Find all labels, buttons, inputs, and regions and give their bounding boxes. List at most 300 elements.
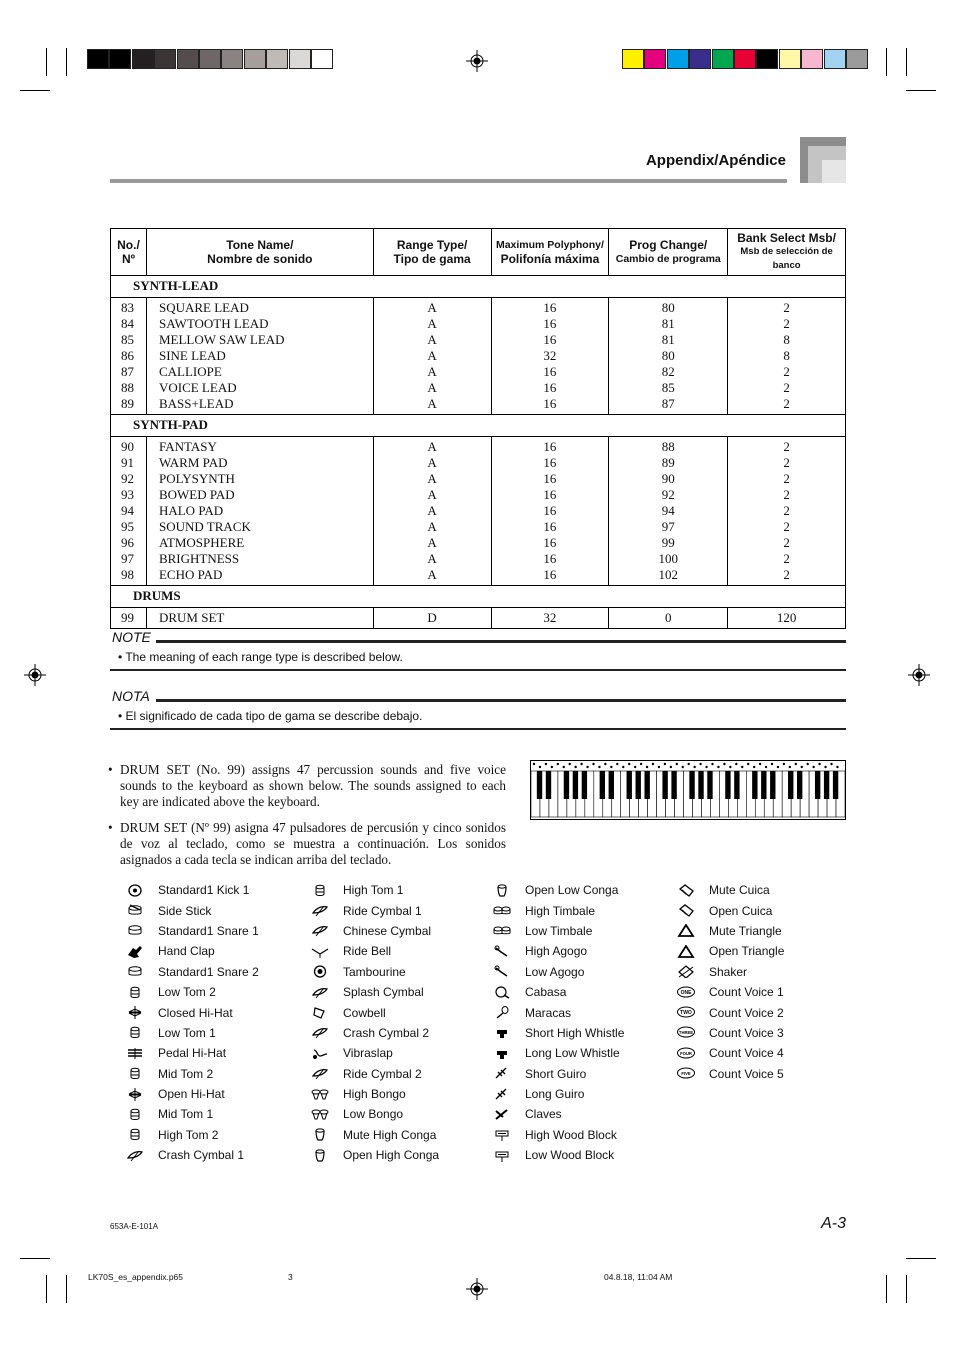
- cell-bank-select: 2: [783, 551, 790, 566]
- key-sound-marker: [693, 766, 695, 768]
- nota-text: • El significado de cada tipo de gama se describe debajo.: [118, 709, 423, 723]
- bongo-icon: [309, 1087, 331, 1101]
- conga-icon: [309, 1128, 331, 1142]
- legend-label: Count Voice 1: [709, 985, 784, 1000]
- nota-rule: [156, 699, 846, 702]
- key-sound-marker: [824, 766, 826, 768]
- black-key: [573, 771, 578, 799]
- cymbal-icon: [309, 904, 331, 918]
- legend-label: Maracas: [525, 1005, 572, 1020]
- legend-label: Low Bongo: [343, 1107, 404, 1122]
- gray-swatch: [244, 49, 266, 69]
- legend-item: [309, 941, 439, 961]
- cell-tone-name: BASS+LEAD: [158, 396, 234, 411]
- cell-range-type-column: [373, 608, 491, 629]
- key-sound-marker: [783, 763, 785, 765]
- cell-polyphony: 16: [543, 332, 557, 347]
- legend-item: [124, 1023, 259, 1043]
- cell-range-type: A: [427, 364, 437, 379]
- cell-prog-change: 0: [665, 610, 672, 625]
- key-sound-marker: [640, 763, 642, 765]
- crop-mark: [886, 1275, 887, 1303]
- cell-tone-name: SAWTOOTH LEAD: [158, 316, 269, 331]
- cell-no-column: [111, 298, 147, 415]
- footer-page: 3: [288, 1272, 293, 1282]
- cell-tone-name: SINE LEAD: [158, 348, 226, 363]
- cell-bank-select: 2: [783, 455, 790, 470]
- legend-label: Tambourine: [343, 964, 406, 979]
- legend-label: Standard1 Kick 1: [158, 883, 250, 898]
- legend-label: Open Cuica: [709, 903, 773, 918]
- footer-file: LK70S_es_appendix.p65: [88, 1272, 183, 1282]
- legend-item: [491, 982, 624, 1002]
- gray-swatch: [87, 49, 109, 69]
- registration-mark-icon: [24, 664, 46, 686]
- key-sound-marker: [598, 766, 600, 768]
- cell-no: 97: [121, 551, 134, 566]
- count-voice-icon: [675, 1046, 697, 1060]
- legend-item: [124, 1002, 259, 1022]
- note-rule: [156, 640, 846, 643]
- count-voice-badge: TWO: [680, 1010, 692, 1017]
- cell-no: 92: [121, 471, 134, 486]
- gray-swatch: [177, 49, 199, 69]
- cell-polyphony: 16: [543, 503, 557, 518]
- nota-label: NOTA: [112, 688, 150, 704]
- black-key: [537, 771, 542, 799]
- black-key: [689, 771, 694, 799]
- cell-tone-name: CALLIOPE: [158, 364, 222, 379]
- cell-polyphony-column: [491, 437, 609, 586]
- key-sound-marker: [569, 763, 571, 765]
- group-body-row: [111, 608, 846, 629]
- tom-drum-icon: [124, 1026, 146, 1040]
- cell-bank-select: 2: [783, 503, 790, 518]
- cymbal-icon: [309, 1026, 331, 1040]
- footer-date: 04.8.18, 11:04 AM: [604, 1272, 673, 1282]
- legend-item: [491, 1145, 624, 1165]
- cell-prog-change: 80: [661, 300, 675, 315]
- key-sound-marker: [610, 766, 612, 768]
- note-divider: [110, 669, 846, 671]
- crop-mark: [66, 1275, 67, 1303]
- claves-icon: [491, 1107, 513, 1121]
- key-sound-marker: [688, 763, 690, 765]
- legend-column: [124, 880, 259, 1165]
- cell-tone-name: BOWED PAD: [158, 487, 235, 502]
- color-swatch: [801, 49, 823, 69]
- key-sound-marker: [830, 763, 832, 765]
- legend-item: [309, 1084, 439, 1104]
- legend-item: [491, 1043, 624, 1063]
- black-key: [734, 771, 739, 799]
- legend-label: Side Stick: [158, 903, 212, 918]
- legend-label: High Bongo: [343, 1087, 406, 1102]
- key-sound-marker: [812, 766, 814, 768]
- tom-drum-icon: [124, 1128, 146, 1142]
- drum-set-paragraph-en: • DRUM SET (No. 99) assigns 47 percussion sounds and five voice sounds to the keyboard as shown below. The sounds assigned to each key are indicated above the keyboard.: [108, 762, 506, 809]
- tom-drum-icon: [309, 883, 331, 897]
- legend-label: Hand Clap: [158, 944, 215, 959]
- group-title: SYNTH-LEAD: [111, 276, 846, 298]
- cell-range-type: A: [427, 348, 437, 363]
- key-sound-marker: [551, 766, 553, 768]
- cell-bank-select: 2: [783, 519, 790, 534]
- legend-item: [309, 921, 439, 941]
- crop-mark: [46, 1275, 47, 1303]
- black-key: [600, 771, 605, 799]
- legend-label: Mute Triangle: [709, 923, 782, 938]
- registration-mark-icon: [466, 1278, 488, 1300]
- vibraslap-icon: [309, 1046, 331, 1060]
- crop-mark: [20, 1258, 50, 1259]
- cymbal-icon: [309, 1067, 331, 1081]
- group-header-row: [111, 415, 846, 437]
- color-swatch: [712, 49, 734, 69]
- legend-label: Open High Conga: [343, 1148, 440, 1163]
- black-key: [671, 771, 676, 799]
- legend-item: [309, 900, 439, 920]
- legend-item: [675, 982, 784, 1002]
- key-sound-marker: [723, 763, 725, 765]
- cuica-icon: [675, 883, 697, 897]
- snare-drum-icon: [124, 924, 146, 938]
- cell-no: 94: [121, 503, 134, 518]
- cell-tone-name: BRIGHTNESS: [158, 551, 240, 566]
- cell-bank-select: 2: [783, 300, 790, 315]
- cell-bank-select: 2: [783, 567, 790, 582]
- cell-prog-change: 97: [661, 519, 675, 534]
- cymbal-icon: [309, 924, 331, 938]
- legend-item: [491, 962, 624, 982]
- legend-label: High Tom 2: [158, 1127, 219, 1142]
- legend-label: Claves: [525, 1107, 562, 1122]
- cell-bank-select: 2: [783, 471, 790, 486]
- cell-no: 91: [121, 455, 134, 470]
- cell-no: 90: [121, 439, 134, 454]
- triangle-icon: [675, 944, 697, 958]
- key-sound-marker: [580, 763, 582, 765]
- cell-polyphony: 16: [543, 519, 557, 534]
- color-swatch: [779, 49, 801, 69]
- key-sound-marker: [717, 766, 719, 768]
- cell-no: 86: [121, 348, 134, 363]
- legend-item: [491, 1084, 624, 1104]
- cell-polyphony: 16: [543, 487, 557, 502]
- nota-divider: [110, 728, 846, 730]
- cell-prog-change: 100: [658, 551, 678, 566]
- cell-no: 95: [121, 519, 134, 534]
- cell-bank-select: 2: [783, 396, 790, 411]
- key-sound-marker: [628, 763, 630, 765]
- legend-item: [124, 880, 259, 900]
- cell-polyphony: 16: [543, 439, 557, 454]
- legend-item: [309, 1043, 439, 1063]
- cell-no: 89: [121, 396, 134, 411]
- legend-item: [675, 941, 784, 961]
- legend-label: Open Low Conga: [525, 883, 619, 898]
- bongo-icon: [309, 1107, 331, 1121]
- legend-item: [491, 941, 624, 961]
- black-key: [662, 771, 667, 799]
- cell-range-type: A: [427, 551, 437, 566]
- black-key: [546, 771, 551, 799]
- key-sound-marker: [807, 763, 809, 765]
- key-sound-marker: [604, 763, 606, 765]
- key-sound-marker: [699, 763, 701, 765]
- timbale-icon: [491, 904, 513, 918]
- black-key: [752, 771, 757, 799]
- cell-bank-select: 8: [783, 332, 790, 347]
- cell-prog-change: 92: [661, 487, 675, 502]
- cell-prog-change: 80: [661, 348, 675, 363]
- conga-icon: [491, 883, 513, 897]
- cell-prog-change: 94: [661, 503, 675, 518]
- cell-bank-select: 2: [783, 535, 790, 550]
- legend-item: [491, 1064, 624, 1084]
- legend-item: [124, 900, 259, 920]
- gray-swatch: [199, 49, 221, 69]
- group-title: DRUMS: [111, 586, 846, 608]
- crop-mark: [906, 90, 936, 91]
- legend-item: [491, 1104, 624, 1124]
- key-sound-marker: [741, 766, 743, 768]
- cymbal-icon: [309, 985, 331, 999]
- tom-drum-icon: [124, 1067, 146, 1081]
- legend-item: [124, 982, 259, 1002]
- cell-tone-name: DRUM SET: [158, 610, 225, 625]
- key-sound-marker: [652, 763, 654, 765]
- legend-item: [491, 921, 624, 941]
- cell-no: 84: [121, 316, 134, 331]
- legend-item: [124, 1064, 259, 1084]
- legend-item: [309, 1104, 439, 1124]
- legend-label: High Agogo: [525, 944, 588, 959]
- tom-drum-icon: [124, 1107, 146, 1121]
- black-key: [725, 771, 730, 799]
- cell-bank-select: 2: [783, 439, 790, 454]
- legend-item: [309, 1145, 439, 1165]
- legend-item: [309, 1064, 439, 1084]
- cell-range-type: A: [427, 380, 437, 395]
- cell-polyphony-column: [491, 298, 609, 415]
- gray-swatch: [311, 49, 333, 69]
- header-rule: [110, 179, 787, 183]
- cell-prog-change: 89: [661, 455, 675, 470]
- key-sound-marker: [777, 766, 779, 768]
- legend-label: Count Voice 2: [709, 1005, 784, 1020]
- color-swatch: [756, 49, 778, 69]
- tom-drum-icon: [124, 985, 146, 999]
- color-swatch: [622, 49, 644, 69]
- gray-swatch: [266, 49, 288, 69]
- cell-tone-name: SOUND TRACK: [158, 519, 251, 534]
- cell-no-column: [111, 437, 147, 586]
- legend-label: Ride Cymbal 1: [343, 903, 422, 918]
- cell-range-type: A: [427, 535, 437, 550]
- legend-label: Mid Tom 2: [158, 1066, 214, 1081]
- gray-swatch: [221, 49, 243, 69]
- legend-label: Crash Cymbal 1: [158, 1148, 245, 1163]
- gray-swatch: [154, 49, 176, 69]
- legend-label: Low Tom 1: [158, 1025, 216, 1040]
- cell-polyphony: 16: [543, 551, 557, 566]
- legend-label: Open Hi-Hat: [158, 1087, 225, 1102]
- legend-label: Shaker: [709, 964, 748, 979]
- cell-range-type: A: [427, 332, 437, 347]
- legend-item: [309, 1125, 439, 1145]
- cell-tone-name: SQUARE LEAD: [158, 300, 249, 315]
- count-voice-badge: FIVE: [681, 1071, 691, 1077]
- hand-clap-icon: [124, 944, 146, 958]
- count-voice-badge: THREE: [678, 1030, 694, 1036]
- cell-prog-change: 81: [661, 332, 675, 347]
- key-sound-marker: [563, 766, 565, 768]
- key-sound-marker: [616, 763, 618, 765]
- legend-label: High Timbale: [525, 903, 596, 918]
- key-sound-marker: [705, 766, 707, 768]
- legend-item: [124, 921, 259, 941]
- legend-item: [124, 1084, 259, 1104]
- hi-hat-icon: [124, 1087, 146, 1101]
- cell-range-type: A: [427, 567, 437, 582]
- color-swatch: [667, 49, 689, 69]
- legend-column: [309, 880, 439, 1165]
- cell-no: 87: [121, 364, 134, 379]
- hi-hat-icon: [124, 1006, 146, 1020]
- crop-mark: [906, 1275, 907, 1303]
- key-sound-marker: [670, 766, 672, 768]
- pedal-hi-hat-icon: [124, 1046, 146, 1060]
- table-header-row: [111, 229, 846, 276]
- key-sound-marker: [795, 763, 797, 765]
- key-sound-marker: [753, 766, 755, 768]
- cell-prog-change: 90: [661, 471, 675, 486]
- cell-bank-select: 2: [783, 487, 790, 502]
- cell-prog-change: 87: [661, 396, 675, 411]
- crop-mark: [66, 48, 67, 76]
- legend-label: Low Wood Block: [525, 1148, 615, 1163]
- legend-item: [675, 1023, 784, 1043]
- crop-mark: [886, 48, 887, 76]
- legend-item: [675, 1064, 784, 1084]
- agogo-icon: [491, 965, 513, 979]
- maracas-icon: [491, 1006, 513, 1020]
- legend-label: Cabasa: [525, 985, 567, 1000]
- gray-swatch: [132, 49, 154, 69]
- wood-block-icon: [491, 1128, 513, 1142]
- cell-range-type: A: [427, 300, 437, 315]
- cell-range-type: D: [427, 610, 437, 625]
- cell-range-type: A: [427, 519, 437, 534]
- snare-drum-icon: [124, 965, 146, 979]
- cell-tone-name: MELLOW SAW LEAD: [158, 332, 285, 347]
- legend-item: [124, 941, 259, 961]
- cell-range-type-column: [373, 437, 491, 586]
- black-key: [824, 771, 829, 799]
- legend-label: Pedal Hi-Hat: [158, 1046, 227, 1061]
- legend-item: [491, 1002, 624, 1022]
- legend-label: Count Voice 4: [709, 1046, 784, 1061]
- color-swatch: [734, 49, 756, 69]
- cell-no-column: [111, 608, 147, 629]
- cell-prog-change-column: [609, 437, 728, 586]
- cell-prog-change-column: [609, 298, 728, 415]
- legend-item: [309, 1002, 439, 1022]
- cell-bank-select-column: [728, 298, 846, 415]
- black-key: [788, 771, 793, 799]
- count-voice-icon: [675, 1067, 697, 1081]
- cell-range-type: A: [427, 455, 437, 470]
- cell-prog-change: 82: [661, 364, 675, 379]
- conga-icon: [309, 1148, 331, 1162]
- key-sound-marker: [634, 766, 636, 768]
- key-sound-marker: [765, 766, 767, 768]
- key-sound-marker: [818, 763, 820, 765]
- legend-item: [675, 1043, 784, 1063]
- cell-range-type: A: [427, 316, 437, 331]
- triangle-icon: [675, 924, 697, 938]
- count-voice-badge: ONE: [680, 989, 692, 996]
- whistle-icon: [491, 1046, 513, 1060]
- legend-item: [675, 900, 784, 920]
- cell-bank-select: 2: [783, 364, 790, 379]
- legend-item: [491, 880, 624, 900]
- cell-bank-select: 8: [783, 348, 790, 363]
- legend-label: Splash Cymbal: [343, 985, 424, 1000]
- cell-polyphony: 16: [543, 455, 557, 470]
- legend-label: Long Guiro: [525, 1087, 585, 1102]
- cell-polyphony-column: [491, 608, 609, 629]
- legend-column: [491, 880, 624, 1165]
- cell-bank-select: 120: [776, 610, 797, 625]
- shaker-icon: [675, 965, 697, 979]
- legend-label: Low Agogo: [525, 964, 585, 979]
- cell-bank-select-column: [728, 608, 846, 629]
- keyboard-svg: [531, 761, 845, 819]
- cell-prog-change: 81: [661, 316, 675, 331]
- cell-polyphony: 16: [543, 380, 557, 395]
- crop-mark: [906, 48, 907, 76]
- wood-block-icon: [491, 1148, 513, 1162]
- cell-polyphony: 16: [543, 471, 557, 486]
- cell-tone-name-column: [146, 298, 373, 415]
- col-header-prog-change: Prog Change/ Cambio de programa: [609, 229, 728, 276]
- cell-tone-name: HALO PAD: [158, 503, 224, 518]
- group-header-row: [111, 276, 846, 298]
- group-header-row: [111, 586, 846, 608]
- black-key: [797, 771, 802, 799]
- legend-item: [491, 1125, 624, 1145]
- legend-item: [491, 900, 624, 920]
- legend-label: Low Timbale: [525, 923, 593, 938]
- cell-polyphony: 32: [543, 610, 557, 625]
- legend-label: Vibraslap: [343, 1046, 393, 1061]
- legend-item: [309, 982, 439, 1002]
- bell-icon: [309, 944, 331, 958]
- group-body-row: [111, 437, 846, 586]
- cell-bank-select: 2: [783, 380, 790, 395]
- key-sound-marker: [557, 763, 559, 765]
- cell-no: 85: [121, 332, 134, 347]
- legend-item: [124, 1104, 259, 1124]
- black-key: [770, 771, 775, 799]
- cell-bank-select-column: [728, 437, 846, 586]
- black-key: [761, 771, 766, 799]
- guiro-icon: [491, 1067, 513, 1081]
- cell-tone-name: FANTASY: [158, 439, 217, 454]
- count-voice-icon: [675, 985, 697, 999]
